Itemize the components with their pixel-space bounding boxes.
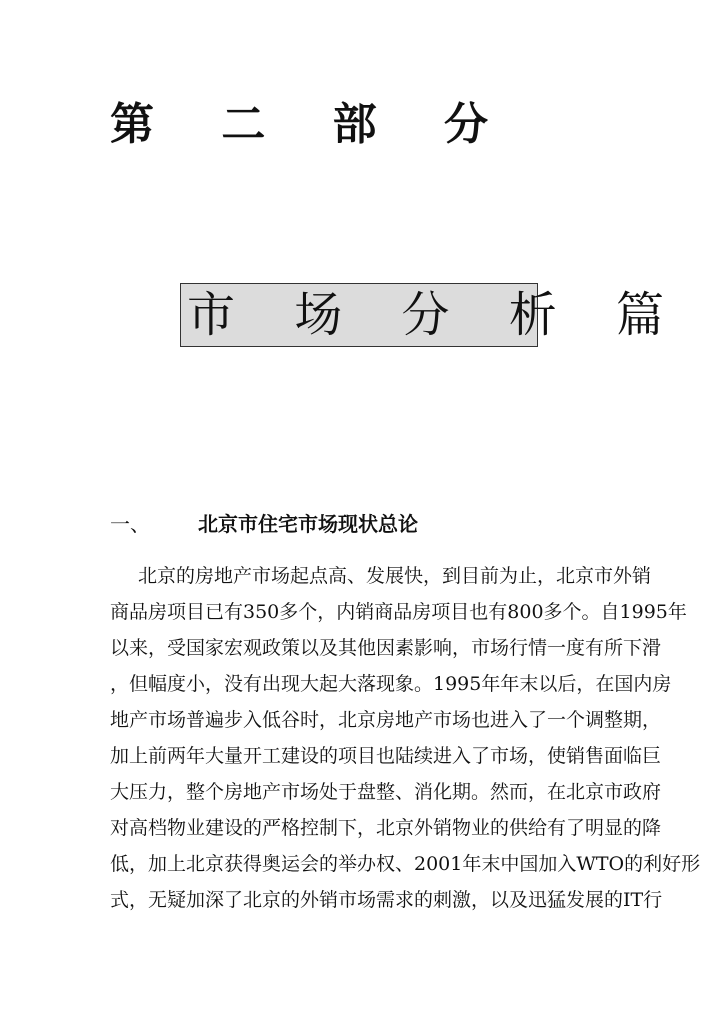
paragraph-line: 商品房项目已有350多个，内销商品房项目也有800多个。自1995年 (110, 601, 687, 623)
paragraph-line: ，但幅度小，没有出现大起大落现象。1995年年末以后，在国内房 (110, 673, 672, 695)
body-paragraph (110, 558, 701, 918)
paragraph-line: 大压力，整个房地产市场处于盘整、消化期。然而，在北京市政府 (110, 781, 662, 803)
paragraph-line: 北京的房地产市场起点高、发展快，到目前为止，北京市外销 (138, 565, 652, 587)
section-title: 市 场 分 析 篇 (187, 287, 687, 343)
paragraph-line: 地产市场普遍步入低谷时，北京房地产市场也进入了一个调整期， (110, 709, 662, 731)
paragraph-line: 式，无疑加深了北京的外销市场需求的刺激，以及迅猛发展的IT行 (110, 889, 663, 911)
paragraph-line: 加上前两年大量开工建设的项目也陆续进入了市场，使销售面临巨 (110, 745, 662, 767)
paragraph-line: 对高档物业建设的严格控制下，北京外销物业的供给有了明显的降 (110, 817, 662, 839)
heading-number: 一、 (110, 512, 150, 536)
paragraph-line: 低，加上北京获得奥运会的举办权、2001年末中国加入WTO的利好形 (110, 853, 701, 875)
section-title-box (180, 283, 687, 347)
part-title: 第 二 部 分 (110, 99, 514, 150)
paragraph-line: 以来，受国家宏观政策以及其他因素影响，市场行情一度有所下滑 (110, 637, 662, 659)
heading-text: 北京市住宅市场现状总论 (198, 512, 418, 536)
